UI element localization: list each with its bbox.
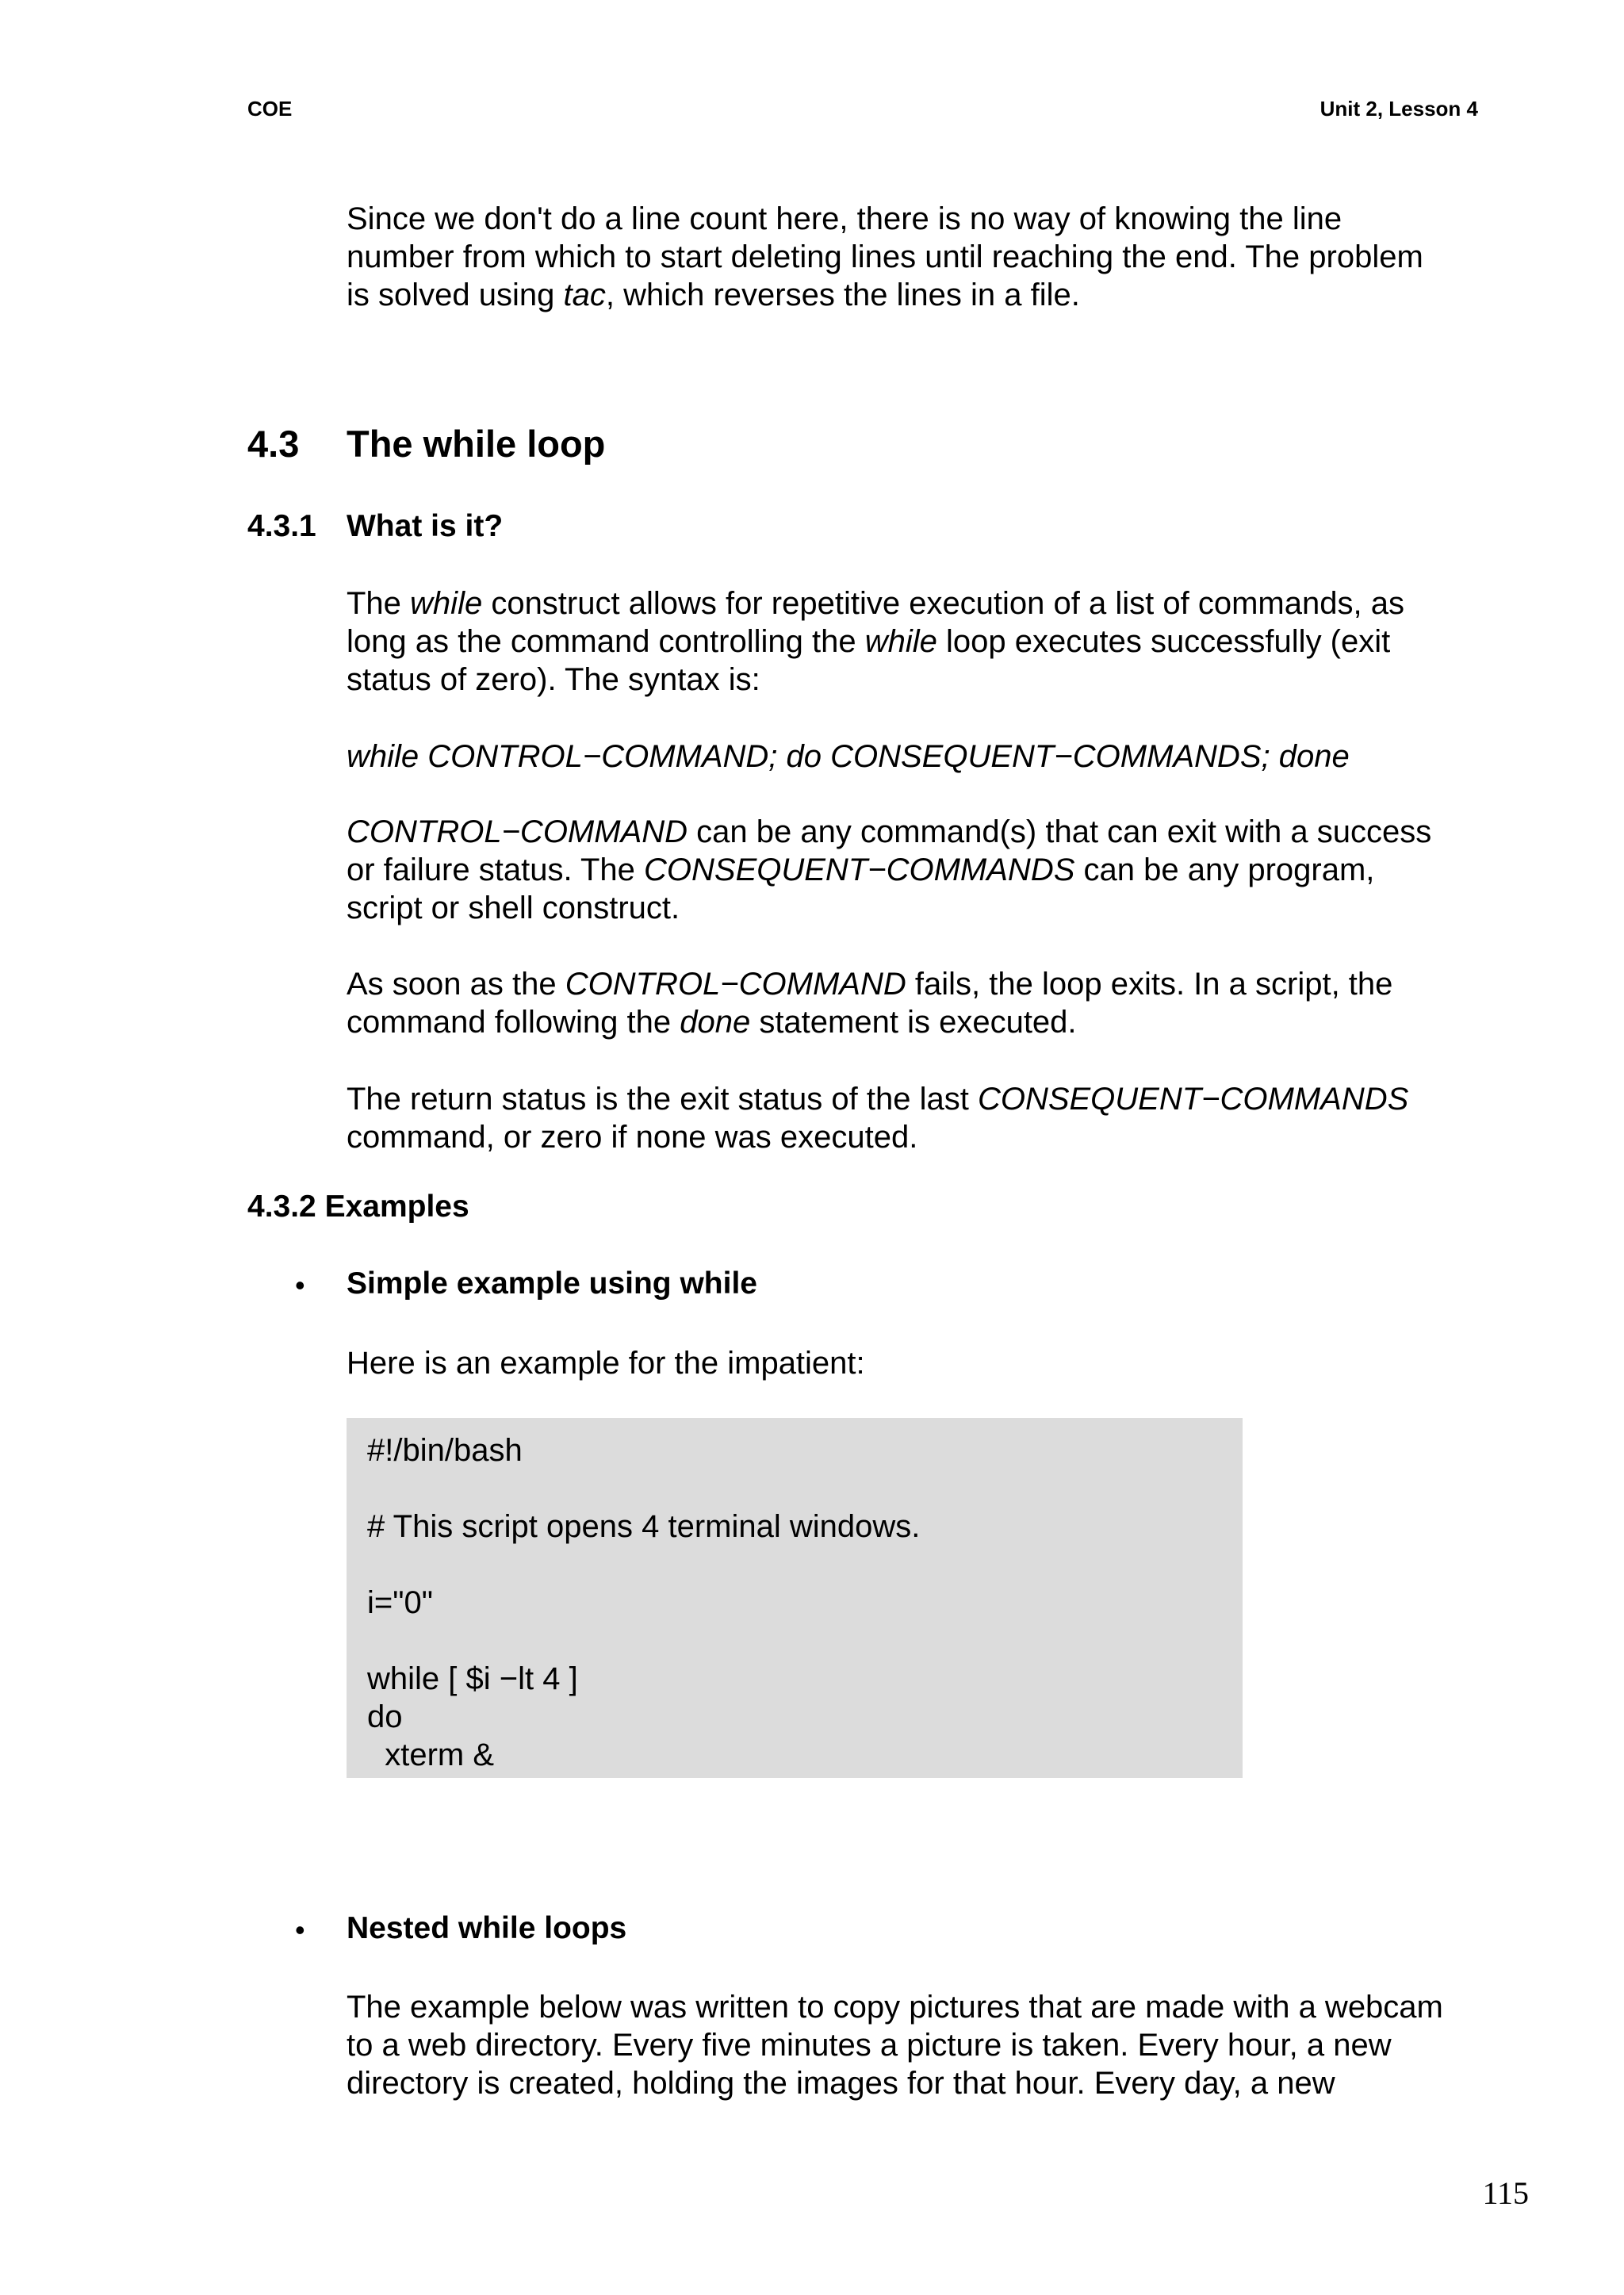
code-line: do — [367, 1699, 403, 1734]
code-line: #!/bin/bash — [367, 1433, 523, 1468]
subsection-number: 4.3.1 — [247, 509, 316, 543]
tac-command: tac — [563, 278, 606, 312]
bullet-marker: • — [295, 1269, 305, 1301]
code-line: # This script opens 4 terminal windows. — [367, 1509, 921, 1544]
code-line: xterm & — [367, 1738, 495, 1772]
section-title: The while loop — [347, 423, 606, 465]
bullet-marker: • — [295, 1914, 305, 1946]
bullet-title-simple-example: Simple example using while — [347, 1266, 757, 1301]
subsection-title: What is it? — [347, 509, 504, 543]
examples-heading: 4.3.2 Examples — [247, 1190, 469, 1224]
paragraph-loop-exit: As soon as the CONTROL−COMMAND fails, the loop exits. In a script, the command following the done statement is executed. — [347, 967, 1393, 1040]
paragraph-return-status: The return status is the exit status of the last CONSEQUENT−COMMANDS command, or zero if none was executed. — [347, 1082, 1409, 1155]
page-number: 115 — [1482, 2175, 1529, 2211]
intro-line: Since we don't do a line count here, there is no way of knowing the line — [347, 201, 1342, 236]
intro-line: number from which to start deleting lines until reaching the end. The problem — [347, 239, 1423, 274]
header-right: Unit 2, Lesson 4 — [1320, 97, 1478, 121]
intro-paragraph — [347, 200, 1520, 314]
intro-line: is solved using tac, which reverses the lines in a file. — [347, 278, 1080, 312]
impatient-line: Here is an example for the impatient: — [347, 1346, 865, 1381]
code-line: while [ $i −lt 4 ] — [367, 1661, 578, 1696]
paragraph-webcam: The example below was written to copy pictures that are made with a webcam to a web directory. Every five minutes a picture is taken. Every hour, a new directory is created, holding the images for that hour. Every day, a new — [347, 1990, 1443, 2101]
bullet-title-nested-loops: Nested while loops — [347, 1911, 627, 1945]
header-left: COE — [247, 97, 293, 121]
paragraph-while-intro: The while construct allows for repetitive execution of a list of commands, as long as the command controlling the while loop executes successfully (exit status of zero). The syntax is: — [347, 586, 1404, 697]
code-line: i="0" — [367, 1585, 433, 1620]
code-block — [347, 1418, 1243, 1778]
paragraph-control-command: CONTROL−COMMAND can be any command(s) that can exit with a success or failure status. The CONSEQUENT−COMMANDS can be any program, script or shell construct. — [347, 814, 1432, 925]
syntax-line: while CONTROL−COMMAND; do CONSEQUENT−COMMANDS; done — [347, 739, 1350, 774]
section-number: 4.3 — [247, 423, 300, 465]
